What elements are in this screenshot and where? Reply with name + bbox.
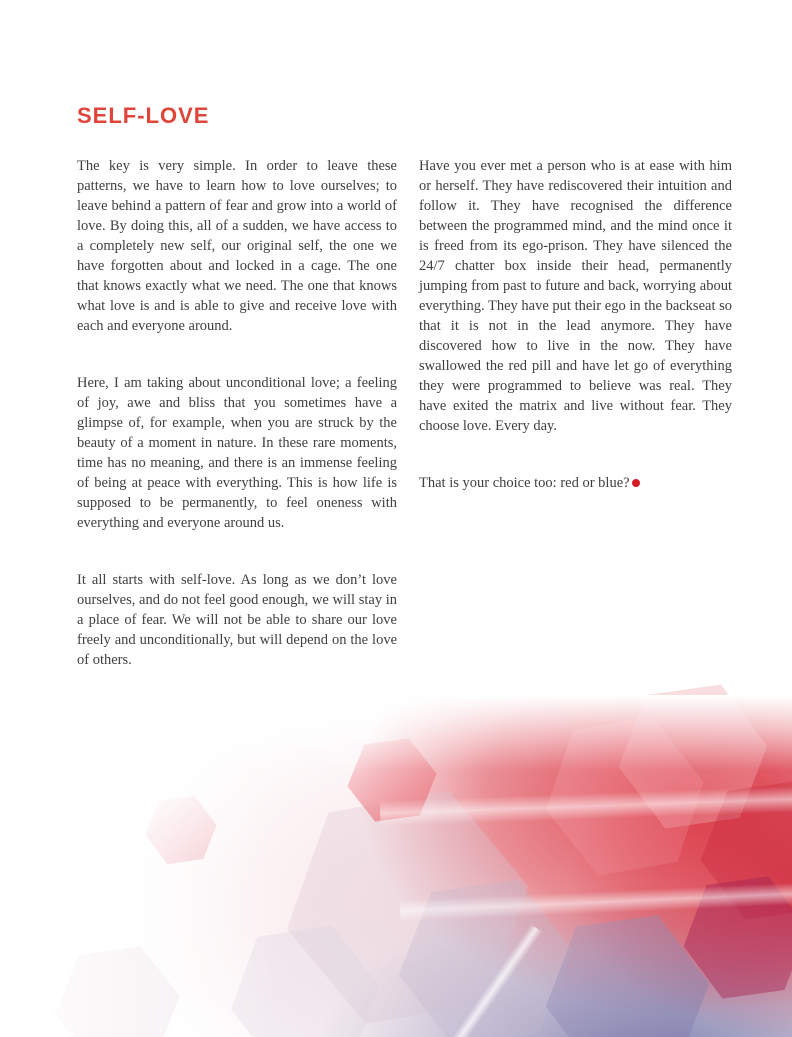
left-column <box>77 156 397 707</box>
hexagon-shape <box>533 709 716 883</box>
body-paragraph: It all starts with self-love. As long as we don’t love ourselves, and do not feel good enough, we will stay in a place of fear. We will not be able to share our love freely and unconditionally, but will depend on the love of others. <box>77 572 397 668</box>
hexagon-shape <box>268 780 547 1034</box>
hexagon-decoration <box>0 695 792 1037</box>
page-title: SELF-LOVE <box>77 103 210 128</box>
hexagon-shape <box>388 874 583 1037</box>
closing-line <box>419 473 732 493</box>
white-fade-overlay <box>0 695 792 1037</box>
hexagon-shape <box>141 793 221 866</box>
light-streak <box>400 882 792 922</box>
hexagon-shape <box>220 919 389 1037</box>
hexagon-shape <box>535 909 719 1037</box>
two-column-text <box>77 156 732 707</box>
body-paragraph: Here, I am taking about unconditional love; a feeling of joy, awe and bliss that you sometimes have a glimpse of, for example, when you are struck by the beauty of a moment in nature. In these rare moments, time has no meaning, and there is an immense feeling of being at peace with everything. This is how life is supposed to be permanently, to feel oneness with everything and everyone around us. <box>77 375 397 531</box>
body-paragraph: The key is very simple. In order to leave these patterns, we have to learn how to love ourselves; to leave behind a pattern of fear and grow into a world of love. By doing this, all of a sudden, we have access to a completely new self, our original self, the one we have forgotten about and locked in a cage. The one that knows exactly what we need. The one that knows what love is and is able to give and receive love with each and everyone around. <box>77 158 397 334</box>
hexagon-shape <box>676 872 792 1003</box>
red-dot-icon <box>632 479 640 487</box>
light-streak <box>380 786 792 827</box>
right-column <box>419 156 732 530</box>
hexagon-shape <box>48 942 187 1037</box>
closing-text: That is your choice too: red or blue? <box>419 475 630 491</box>
light-streak <box>448 924 543 1037</box>
body-paragraph: Have you ever met a person who is at ease with him or herself. They have rediscovered their intuition and follow it. They have recognised the difference between the programmed mind, and the mind once it is freed from its ego-prison. They have silenced the 24/7 chatter box inside their head, permanently jumping from past to future and back, worrying about everything. They have put their ego in the backseat so that it is not in the lead anymore. They have discovered how to live in the now. They have swallowed the red pill and have let go of everything they were programmed to believe was real. They have exited the matrix and live without fear. They choose love. Every day. <box>419 158 732 434</box>
hexagon-shape <box>692 776 792 925</box>
hexagon-shape <box>342 735 442 825</box>
